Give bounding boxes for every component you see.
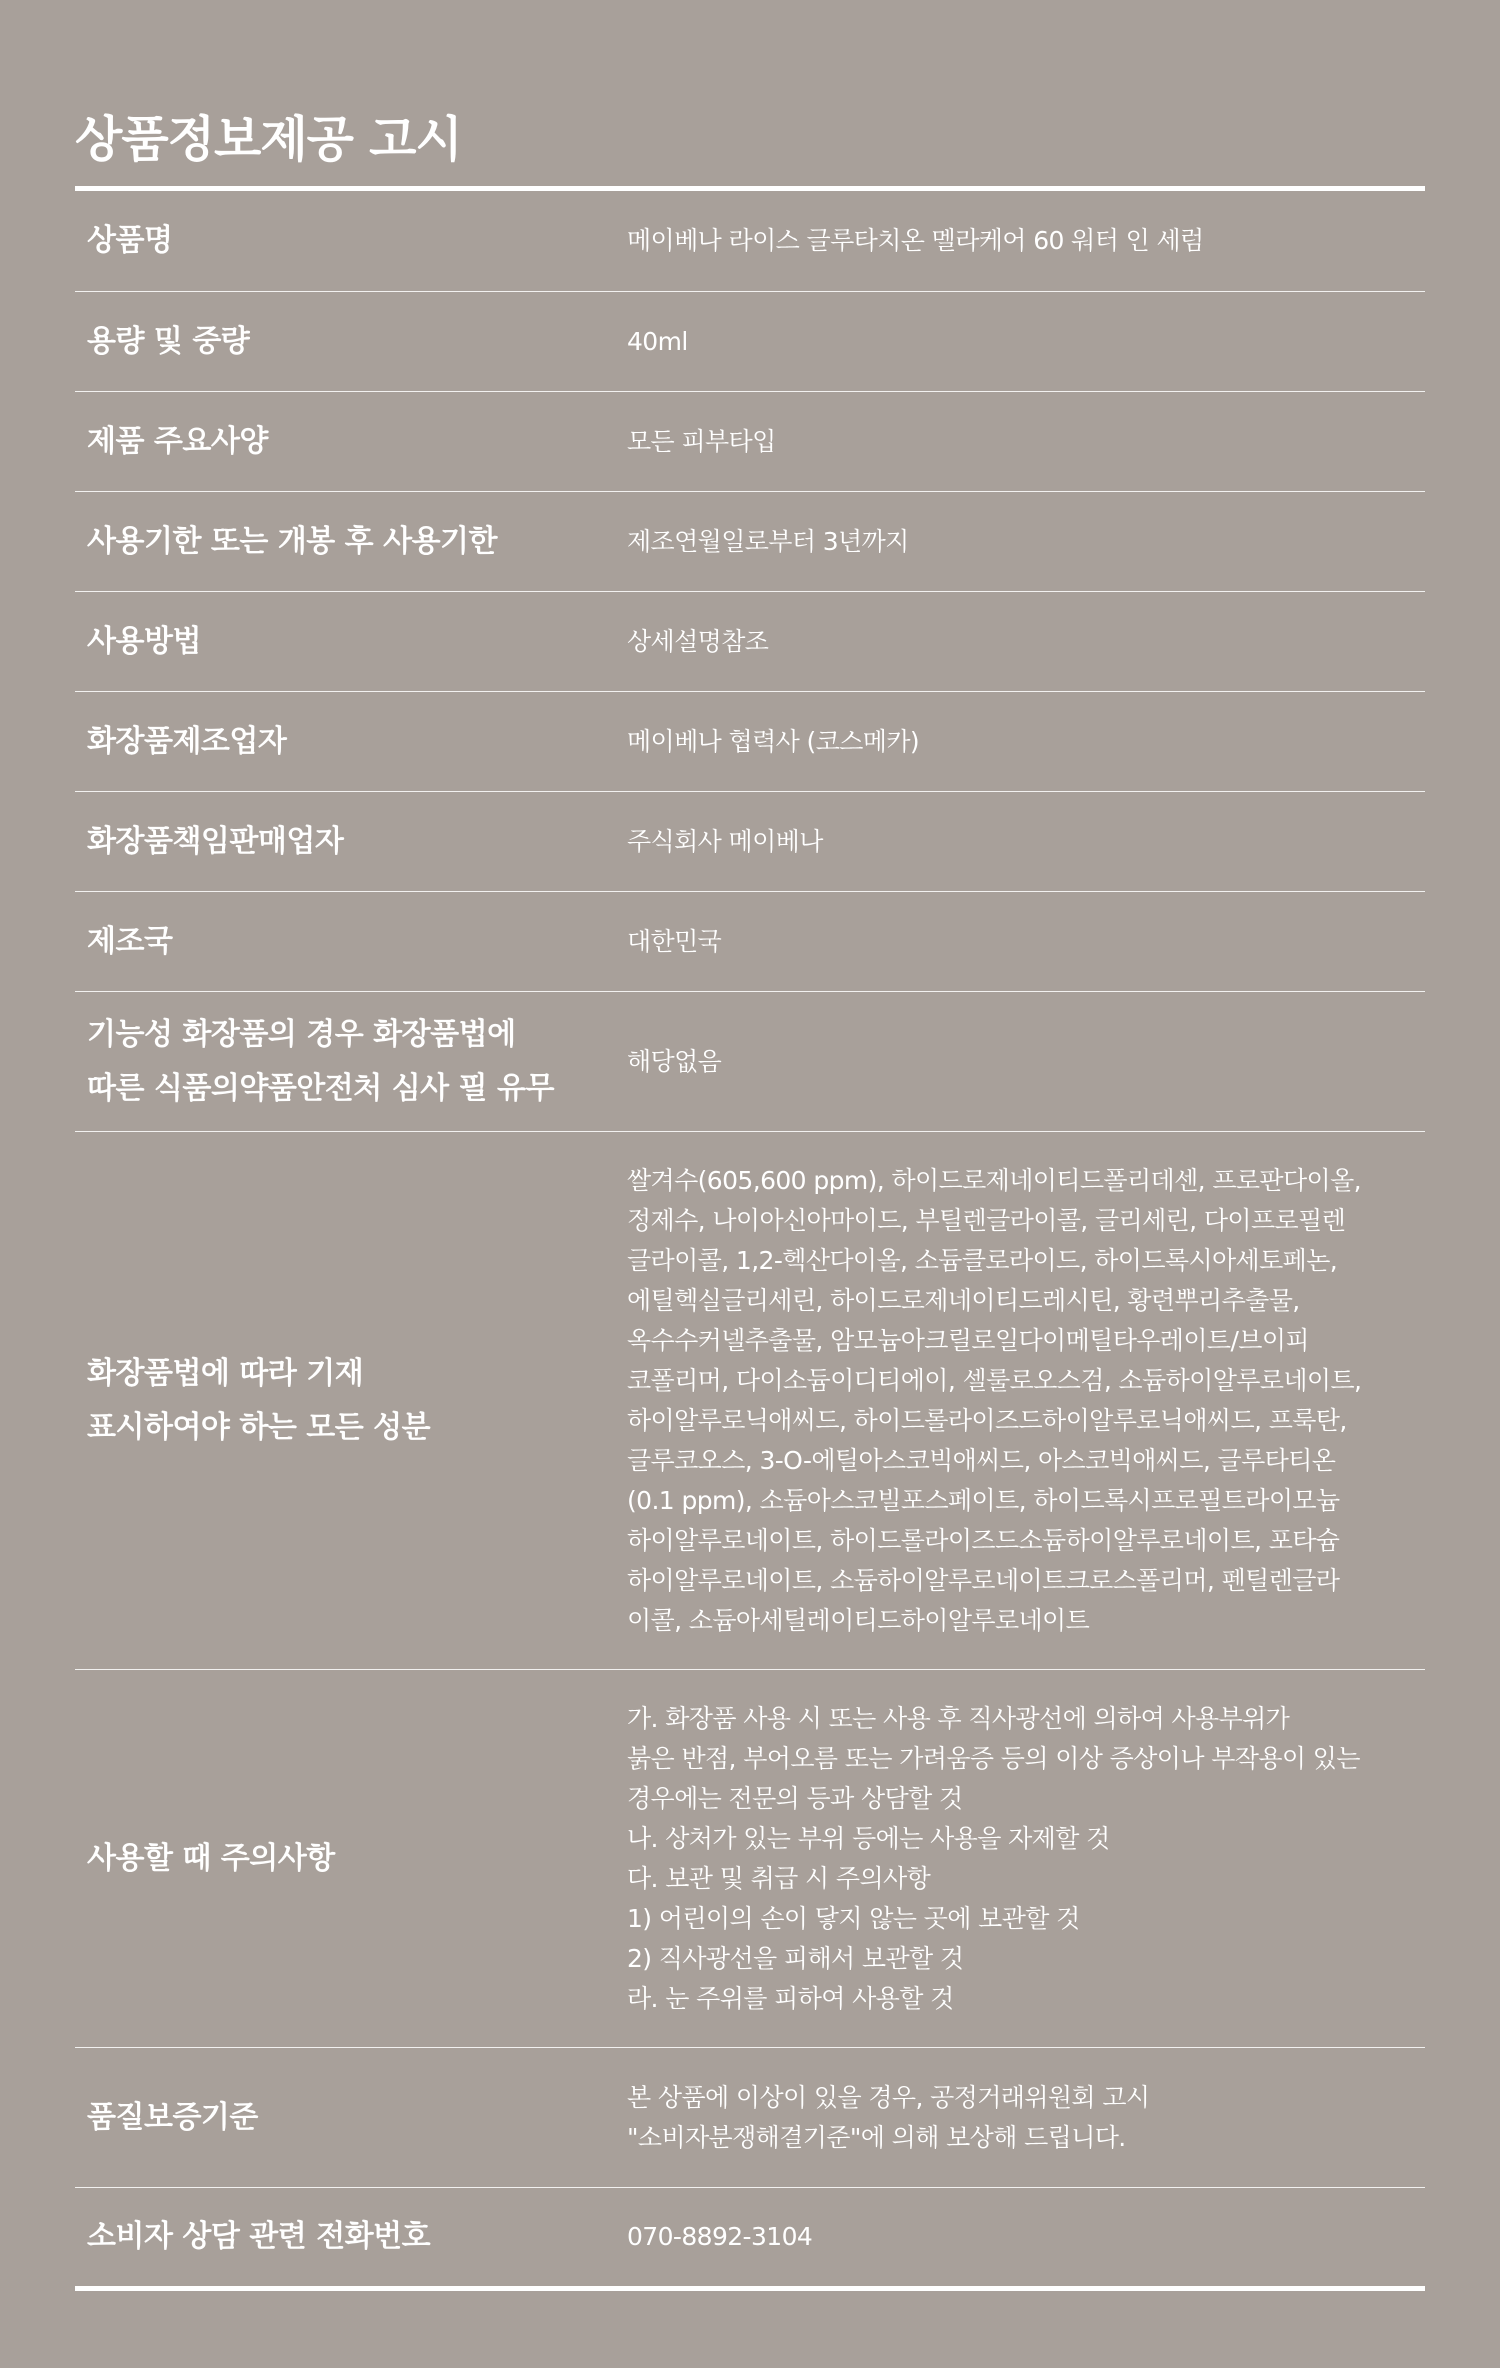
row-value: 주식회사 메이베나 [627,826,823,856]
row-value: 40ml [627,326,688,356]
row-label: 사용방법 [87,623,201,659]
info-row-main-spec [75,392,1425,492]
row-label: 품질보증기준 [87,2099,258,2135]
row-value: 쌀겨수(605,600 ppm), 하이드로제네이티드폴리데센, 프로판다이올, 정제수, 나이아신아마이드, 부틸렌글라이콜, 글리세린, 다이프로필렌 글라이콜, 1,2-헥산다이올, 소듐클로라이드, 하이드록시아세토페논, 에틸헥실글리세린, 하이드로제네이티드레시틴, 황련뿌리추출물, 옥수수커넬추출물, 암모늄아크릴로일다이메틸타우레이트/브이피 코폴리머, 다이소듐이디티에이, 셀룰로오스검, 소듐하이알루로네이트, 하이알루로닉애씨드, 하이드롤라이즈드하이알루로닉애씨드, 프룩탄, 글루코오스, 3-O-에틸아스코빅애씨드, 아스코빅애씨드, 글루타티온 (0.1 ppm), 소듐아스코빌포스페이트, 하이드록시프로필트라이모늄 하이알루로네이트, 하이드롤라이즈드소듐하이알루로네이트, 포타슘 하이알루로네이트, 소듐하이알루로네이트크로스폴리머, 펜틸렌글라 이콜, 소듐아세틸레이티드하이알루로네이트 [627,1165,1362,1635]
row-value: 해당없음 [627,1046,722,1076]
row-value: 메이베나 라이스 글루타치온 멜라케어 60 워터 인 세럼 [627,226,1204,255]
info-row-capacity [75,292,1425,392]
info-row-expiration [75,492,1425,592]
row-label: 상품명 [87,223,173,258]
page-title: 상품정보제공 고시 [75,111,462,168]
row-label: 사용할 때 주의사항 [87,1840,335,1876]
row-value: 모든 피부타입 [627,426,776,456]
row-label: 화장품법에 따라 기재 표시하여야 하는 모든 성분 [87,1355,431,1445]
row-value: 본 상품에 이상이 있을 경우, 공정거래위원회 고시 "소비자분쟁해결기준"에 의해 보상해 드립니다. [627,2082,1150,2152]
info-row-functional-review [75,992,1425,1132]
row-value: 상세설명참조 [627,626,769,656]
row-label: 사용기한 또는 개봉 후 사용기한 [87,523,498,559]
row-label: 기능성 화장품의 경우 화장품법에 따른 식품의약품안전처 심사 필 유무 [87,1016,554,1106]
info-row-quality-guarantee [75,2048,1425,2188]
row-label: 제조국 [87,923,173,959]
row-value: 070-8892-3104 [627,2222,813,2251]
info-row-ingredients [75,1132,1425,1670]
row-label: 화장품책임판매업자 [87,823,344,859]
info-row-precautions [75,1670,1425,2048]
info-row-usage [75,592,1425,692]
row-label: 용량 및 중량 [87,323,250,359]
row-value: 메이베나 협력사 (코스메카) [627,726,920,756]
row-value: 가. 화장품 사용 시 또는 사용 후 직사광선에 의하여 사용부위가 붉은 반점, 부어오름 또는 가려움증 등의 이상 증상이나 부작용이 있는 경우에는 전문의 등과 상담할 것 나. 상처가 있는 부위 등에는 사용을 자제할 것 다. 보관 및 취급 시 주의사항 1) 어린이의 손이 닿지 않는 곳에 보관할 것 2) 직사광선을 피해서 보관할 것 라. 눈 주위를 피하여 사용할 것 [627,1703,1360,2013]
bottom-divider [75,2286,1425,2291]
row-value: 제조연월일로부터 3년까지 [627,526,909,556]
row-label: 제품 주요사양 [87,423,268,459]
info-row-seller [75,792,1425,892]
info-row-country [75,892,1425,992]
info-row-phone [75,2188,1425,2286]
row-label: 소비자 상담 관련 전화번호 [87,2219,431,2254]
row-label: 화장품제조업자 [87,723,287,759]
info-row-manufacturer [75,692,1425,792]
info-row-product-name [75,191,1425,292]
row-value: 대한민국 [627,926,722,956]
